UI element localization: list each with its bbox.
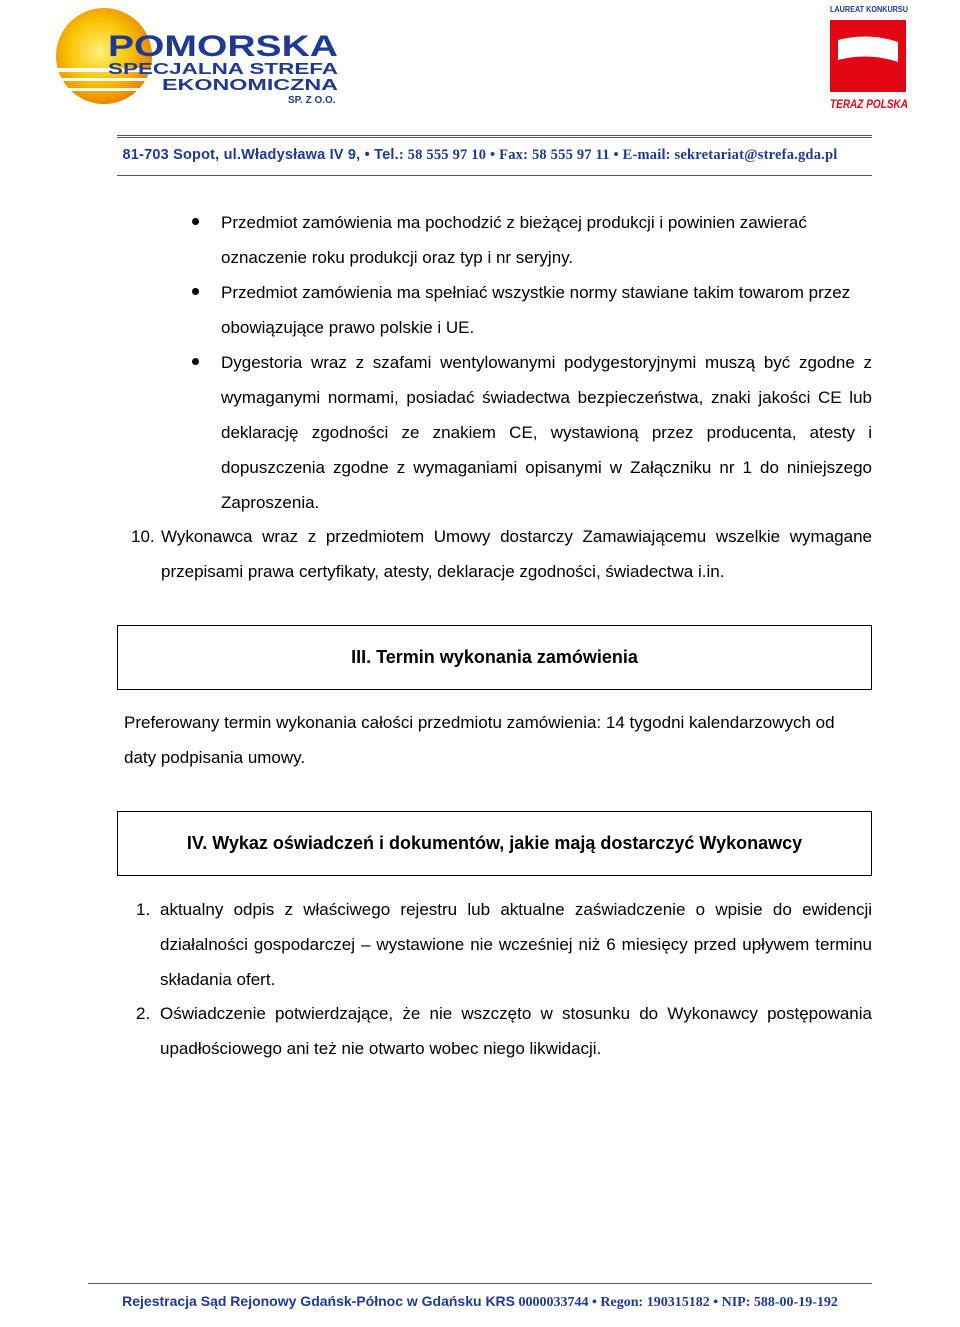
section-3-text: Preferowany termin wykonania całości przedmiotu zamówienia: 14 tygodni kalendarzowych od daty podpisania umowy. [124,713,835,767]
footer-rest: 0000033744 • Regon: 190315182 • NIP: 588-00-19-192 [515,1295,838,1310]
footer-registry: Rejestracja Sąd Rejonowy Gdańsk-Północ w Gdańsku KRS [122,1293,516,1309]
teraz-polska-caption-bottom: TERAZ POLSKA [830,97,908,111]
contact-rest: : 58 555 97 10 • Fax: 58 555 97 11 • E-mail: sekretariat@strefa.gda.pl [398,147,838,163]
section-3-title: III. Termin wykonania zamówienia [351,647,638,667]
contact-address: 81-703 Sopot, ul.Władysława IV 9, • Tel. [122,147,399,163]
bullet-dot [192,288,199,295]
bullet-text-2: Przedmiot zamówienia ma spełniać wszystkie normy stawiane takim towarom przez obowiązujące prawo polskie i UE. [221,283,851,337]
teraz-polska-logo [828,2,912,114]
section-4-item-1-text: aktualny odpis z właściwego rejestru lub aktualne zaświadczenie o wpisie do ewidencji działalności gospodarczej – wystawione nie wcześniej niż 6 miesięcy przed upływem terminu składania ofert. [160,900,872,989]
footer-line [0,1293,960,1311]
logo-line1: POMORSKA [108,30,338,63]
contact-divider [117,175,872,176]
contact-line [0,147,960,164]
header-divider [117,135,872,138]
logo-line2: SPECJALNA STREFA [108,61,339,78]
bullet-text-1: Przedmiot zamówienia ma pochodzić z bieżącej produkcji i powinien zawierać oznaczenie roku produkcji oraz typ i nr seryjny. [221,213,807,267]
logo-line3: EKONOMICZNA [162,77,339,94]
item-10-number: 10. [131,527,155,546]
pomorska-sse-logo [52,4,352,120]
teraz-polska-caption-top: LAUREAT KONKURSU [830,5,909,14]
section-3-heading-box [117,625,872,690]
bullet-dot [192,358,199,365]
bullet-dot [192,218,199,225]
logo-line4: SP. Z O.O. [288,95,336,106]
section-4-title: IV. Wykaz oświadczeń i dokumentów, jakie mają dostarczyć Wykonawcy [186,833,803,853]
bullet-text-3: Dygestoria wraz z szafami wentylowanymi podygestoryjnymi muszą być zgodne z wymaganymi normami, posiadać świadectwa bezpieczeństwa, znaki jakości CE lub deklarację zgodności ze znakiem CE, wystawioną przez producenta, atesty i dopuszczenia zgodne z wymaganiami opisanymi w Załączniku nr 1 do niniejszego Zaproszenia. [221,353,872,512]
section-4-heading-box [117,811,872,876]
section-4-item-1-number: 1. [136,900,151,919]
item-10-text: Wykonawca wraz z przedmiotem Umowy dostarczy Zamawiającemu wszelkie wymagane przepisami prawa certyfikaty, atesty, deklaracje zgodności, świadectwa i.in. [161,527,872,581]
section-4-item-2-text: Oświadczenie potwierdzające, że nie wszczęto w stosunku do Wykonawcy postępowania upadłościowego ani też nie otwarto wobec niego likwidacji. [160,1004,872,1058]
footer-divider [88,1283,872,1284]
section-4-item-2-number: 2. [136,1004,151,1023]
